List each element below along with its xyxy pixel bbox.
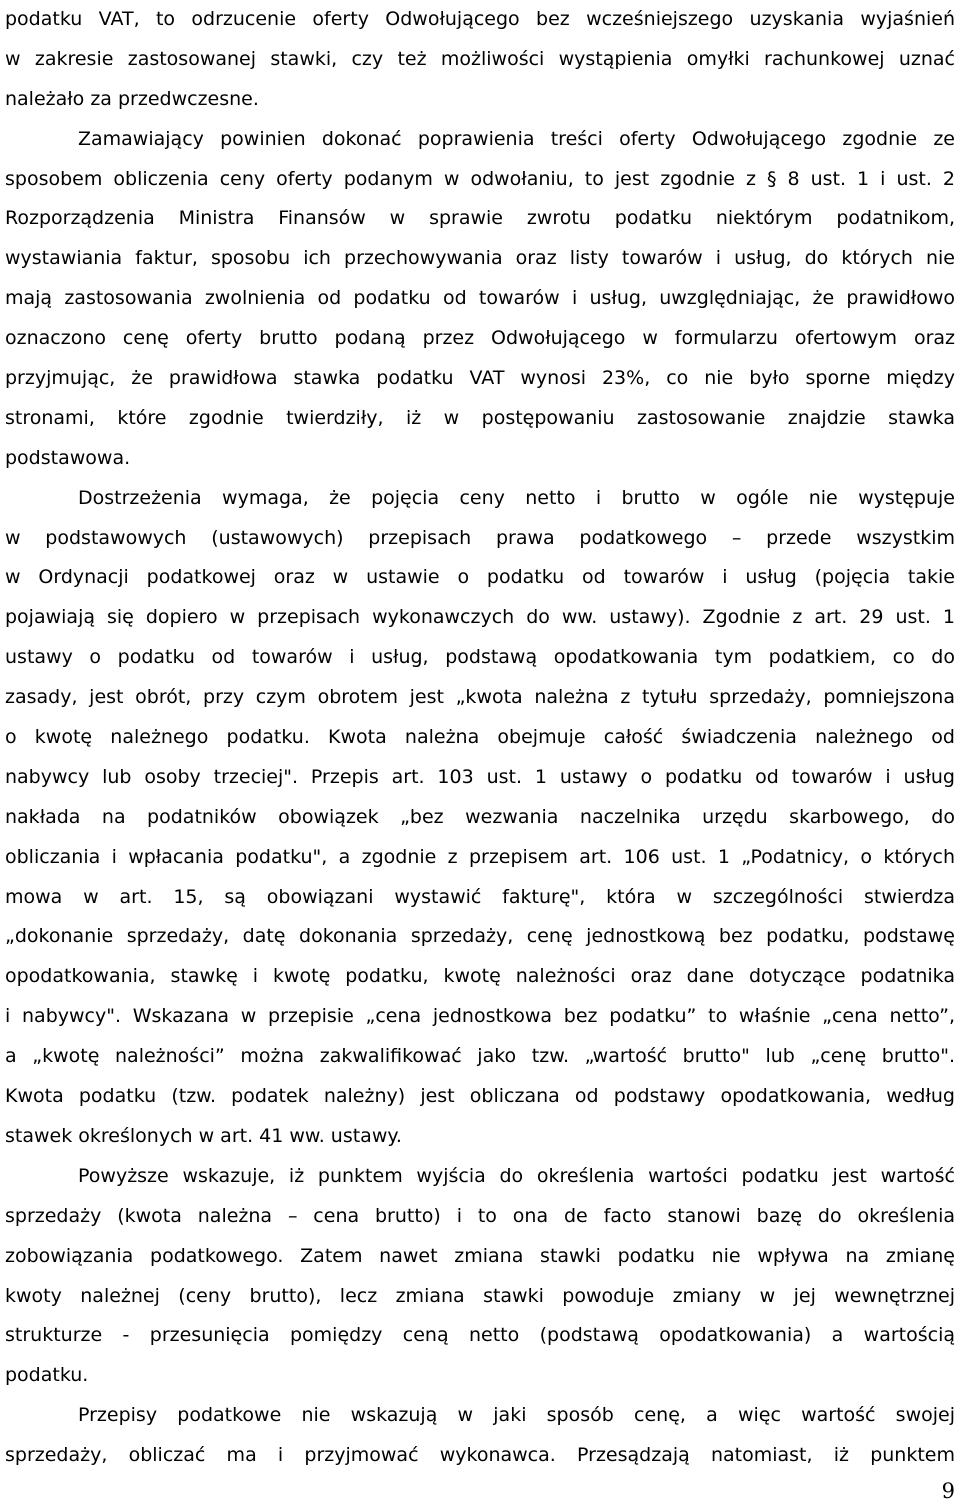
text-line: strukturze - przesunięcia pomiędzy ceną netto (podstawą opodatkowania) a wartością: [5, 1324, 955, 1347]
text-line: opodatkowania, stawkę i kwotę podatku, kwotę należności oraz dane dotyczące podatnika: [5, 965, 955, 988]
text-line: podatku VAT, to odrzucenie oferty Odwołującego bez wcześniejszego uzyskania wyjaśnień: [5, 8, 955, 30]
paragraph-price-calculation: [5, 1396, 955, 1476]
text-line: sprzedaży (kwota należna – cena brutto) i to ona de facto stanowi bazę do określenia: [5, 1204, 955, 1227]
text-line: mowa w art. 15, są obowiązani wystawić fakturę", która w szczególności stwierdza: [5, 885, 955, 908]
text-line: sprzedaży, obliczać ma i przyjmować wykonawca. Przesądzają natomiast, iż punktem: [5, 1444, 955, 1467]
text-line: o kwotę należnego podatku. Kwota należna obejmuje całość świadczenia należnego od: [5, 726, 955, 749]
paragraph-correction: [5, 120, 955, 479]
text-line: sposobem obliczenia ceny oferty podanym w odwołaniu, to jest zgodnie z § 8 ust. 1 i ust. 2: [5, 167, 955, 190]
paragraph-tax-base: [5, 1157, 955, 1396]
text-line: Kwota podatku (tzw. podatek należny) jest obliczana od podstawy opodatkowania, według: [5, 1085, 955, 1108]
text-line: i nabywcy". Wskazana w przepisie „cena jednostkowa bez podatku” to właśnie „cena netto”,: [5, 1005, 955, 1028]
text-line: w zakresie zastosowanej stawki, czy też możliwości wystąpienia omyłki rachunkowej uznać: [5, 47, 955, 70]
text-line: wystawiania faktur, sposobu ich przechowywania oraz listy towarów i usług, do których nie: [5, 247, 955, 270]
text-line: zobowiązania podatkowego. Zatem nawet zmiana stawki podatku nie wpływa na zmianę: [5, 1244, 955, 1267]
paragraph-net-gross: [5, 479, 955, 1157]
text-line: Zamawiający powinien dokonać poprawienia treści oferty Odwołującego zgodnie ze: [78, 127, 955, 150]
text-line: stawek określonych w art. 41 ww. ustawy.: [5, 1124, 402, 1147]
text-line: a „kwotę należności” można zakwalifikować jako tzw. „wartość brutto" lub „cenę brutto".: [5, 1045, 955, 1068]
text-line: Powyższe wskazuje, iż punktem wyjścia do określenia wartości podatku jest wartość: [78, 1164, 955, 1187]
text-line: obliczania i wpłacania podatku", a zgodnie z przepisem art. 106 ust. 1 „Podatnicy, o których: [5, 845, 955, 868]
body-text: [5, 0, 955, 1476]
text-line: przyjmując, że prawidłowa stawka podatku VAT wynosi 23%, co nie było sporne między: [5, 367, 955, 390]
text-line: w podstawowych (ustawowych) przepisach prawa podatkowego – przede wszystkim: [5, 526, 955, 549]
text-line: nabywcy lub osoby trzeciej". Przepis art. 103 ust. 1 ustawy o podatku od towarów i usług: [5, 765, 955, 788]
text-line: podatku.: [5, 1364, 89, 1387]
text-line: Dostrzeżenia wymaga, że pojęcia ceny netto i brutto w ogóle nie występuje: [78, 486, 955, 509]
text-line: „dokonanie sprzedaży, datę dokonania sprzedaży, cenę jednostkową bez podatku, podstawę: [5, 925, 955, 948]
text-line: stronami, które zgodnie twierdziły, iż w postępowaniu zastosowanie znajdzie stawka: [5, 406, 955, 429]
text-line: należało za przedwczesne.: [5, 87, 259, 110]
text-line: Przepisy podatkowe nie wskazują w jaki sposób cenę, a więc wartość swojej: [78, 1404, 955, 1427]
text-line: mają zastosowania zwolnienia od podatku od towarów i usług, uwzględniając, że prawidłowo: [5, 287, 955, 310]
page-number: 9: [941, 1479, 955, 1503]
text-line: pojawiają się dopiero w przepisach wykonawczych do ww. ustawy). Zgodnie z art. 29 ust. 1: [5, 606, 955, 629]
text-line: Rozporządzenia Ministra Finansów w sprawie zwrotu podatku niektórym podatnikom,: [5, 207, 955, 230]
paragraph-continuation: [5, 0, 955, 120]
text-line: ustawy o podatku od towarów i usług, podstawą opodatkowania tym podatkiem, co do: [5, 646, 955, 669]
text-line: zasady, jest obrót, przy czym obrotem jest „kwota należna z tytułu sprzedaży, pomniejszona: [5, 686, 955, 709]
text-line: w Ordynacji podatkowej oraz w ustawie o podatku od towarów i usług (pojęcia takie: [5, 566, 955, 589]
text-line: nakłada na podatników obowiązek „bez wezwania naczelnika urzędu skarbowego, do: [5, 805, 955, 828]
text-line: kwoty należnej (ceny brutto), lecz zmiana stawki powoduje zmiany w jej wewnętrznej: [5, 1284, 955, 1307]
text-line: podstawowa.: [5, 446, 131, 469]
text-line: oznaczono cenę oferty brutto podaną przez Odwołującego w formularzu ofertowym oraz: [5, 327, 955, 350]
